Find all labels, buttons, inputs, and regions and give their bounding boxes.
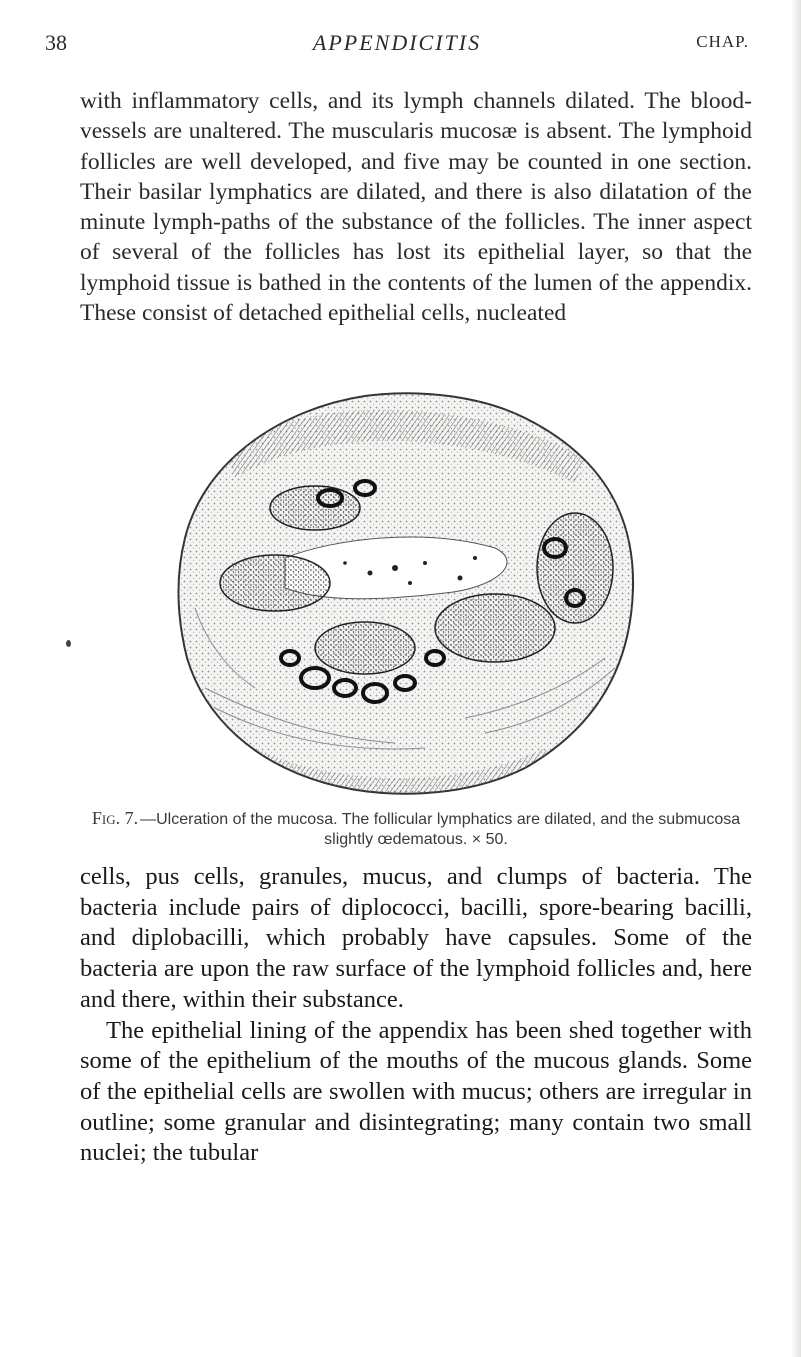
figure-caption <box>80 808 752 850</box>
body-text-lower <box>80 862 752 1169</box>
body-paragraph-second: The epithelial lining of the appendix has been shed together with some of the epithelium of the mouths of the mucous glands. Some of the epithelial cells are swollen with mucus; others are irregular in outline; some granular and disintegrating; many contain two small nuclei; the tubular <box>80 1016 752 1167</box>
margin-mark <box>66 640 71 647</box>
micrograph-illustration <box>165 388 645 803</box>
page-number: 38 <box>45 30 67 55</box>
figure-caption-text: —Ulceration of the mucosa. The follicular lymphatics are dilated, and the submucosa slightly œdematous. × 50. <box>140 811 741 848</box>
body-paragraph-continuation: cells, pus cells, granules, mucus, and clumps of bacteria. The bacteria include pairs of diplococci, bacilli, spore-bearing bacilli, and diplobacilli, which probably have capsules. Some of the bacteria are upon the raw surface of the lymphoid follicles and, here and there, within their substance. <box>80 863 752 1013</box>
figure-label: Fig. 7. <box>91 808 139 828</box>
body-paragraph-top: with inflammatory cells, and its lymph channels dilated. The blood-vessels are unaltered. The muscularis mucosæ is absent. The lymphoid follicles are well developed, and five may be counted in one section. Their basilar lymphatics are dilated, and there is also dilatation of the minute lymph-paths of the substance of the follicles. The inner aspect of several of the follicles has lost its epithelial layer, so that the lymphoid tissue is bathed in the contents of the lumen of the appendix. These consist of detached epithelial cells, nucleated <box>80 88 752 327</box>
running-head <box>45 30 749 64</box>
micrograph-figure <box>165 388 645 803</box>
chapter-marker: CHAP. <box>696 32 749 51</box>
running-title: APPENDICITIS <box>312 30 482 55</box>
page-edge-shadow <box>791 0 801 1357</box>
